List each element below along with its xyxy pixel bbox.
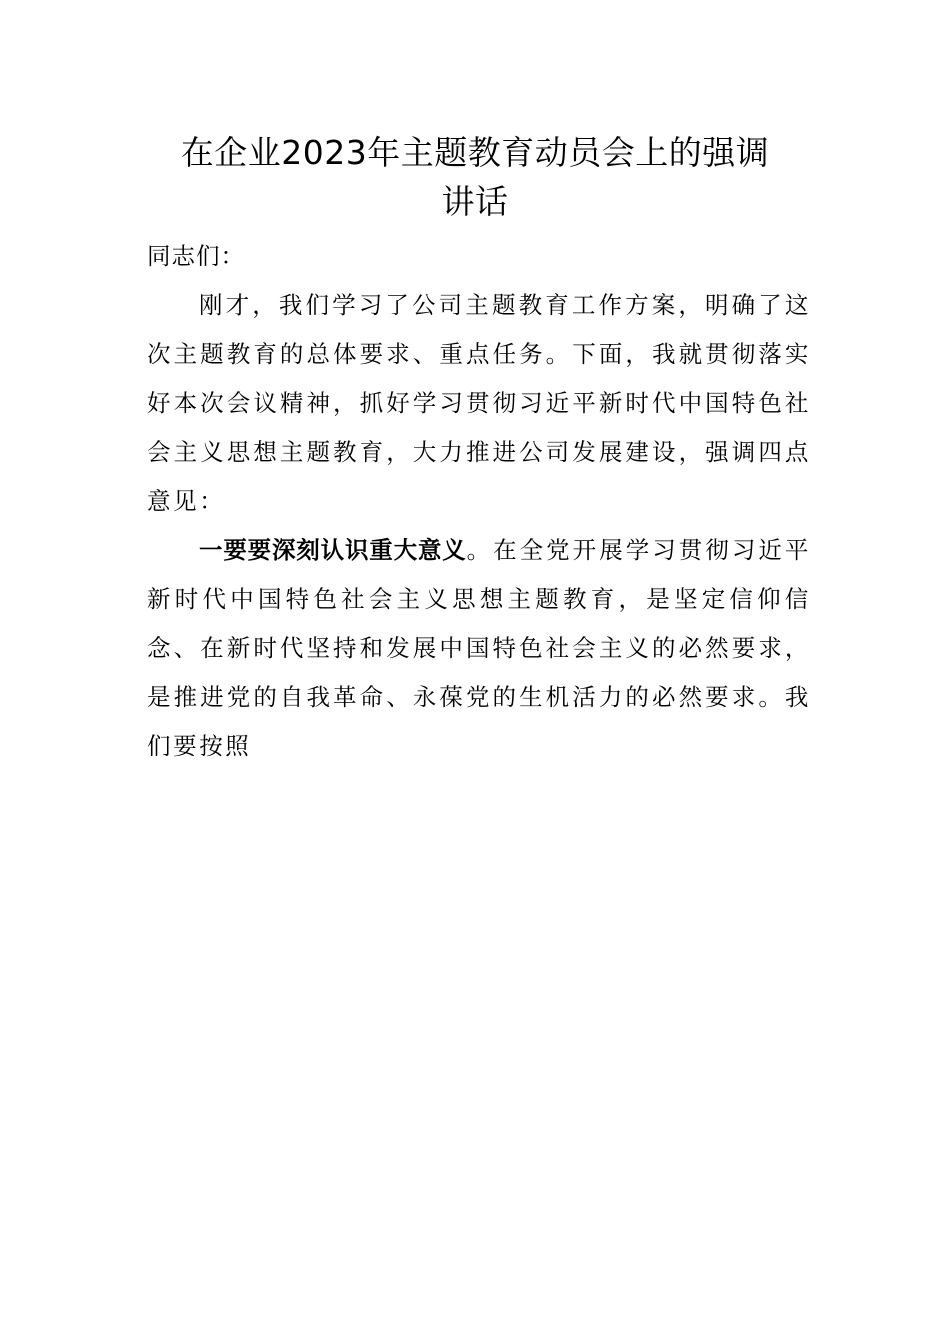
paragraph-point-one (147, 526, 811, 771)
point-one-text: 。在全党开展学习贯彻习近平新时代中国特色社会主义思想主题教育，是坚定信仰信念、在新时代坚持和发展中国特色社会主义的必然要求，是推进党的自我革命、永葆党的生机活力的必然要求。我们要按照 (147, 536, 811, 760)
document-body (147, 232, 811, 771)
paragraph-intro: 刚才，我们学习了公司主题教育工作方案，明确了这次主题教育的总体要求、重点任务。下面，我就贯彻落实好本次会议精神，抓好学习贯彻习近平新时代中国特色社会主义思想主题教育，大力推进公司发展建设，强调四点意见： (147, 291, 811, 515)
document-title (120, 128, 830, 226)
title-line-1: 在企业2023年主题教育动员会上的强调 (180, 133, 770, 172)
title-line-2: 讲话 (441, 182, 509, 221)
point-one-heading: 一要要深刻认识重大意义 (199, 536, 467, 564)
salutation: 同志们： (147, 242, 245, 270)
